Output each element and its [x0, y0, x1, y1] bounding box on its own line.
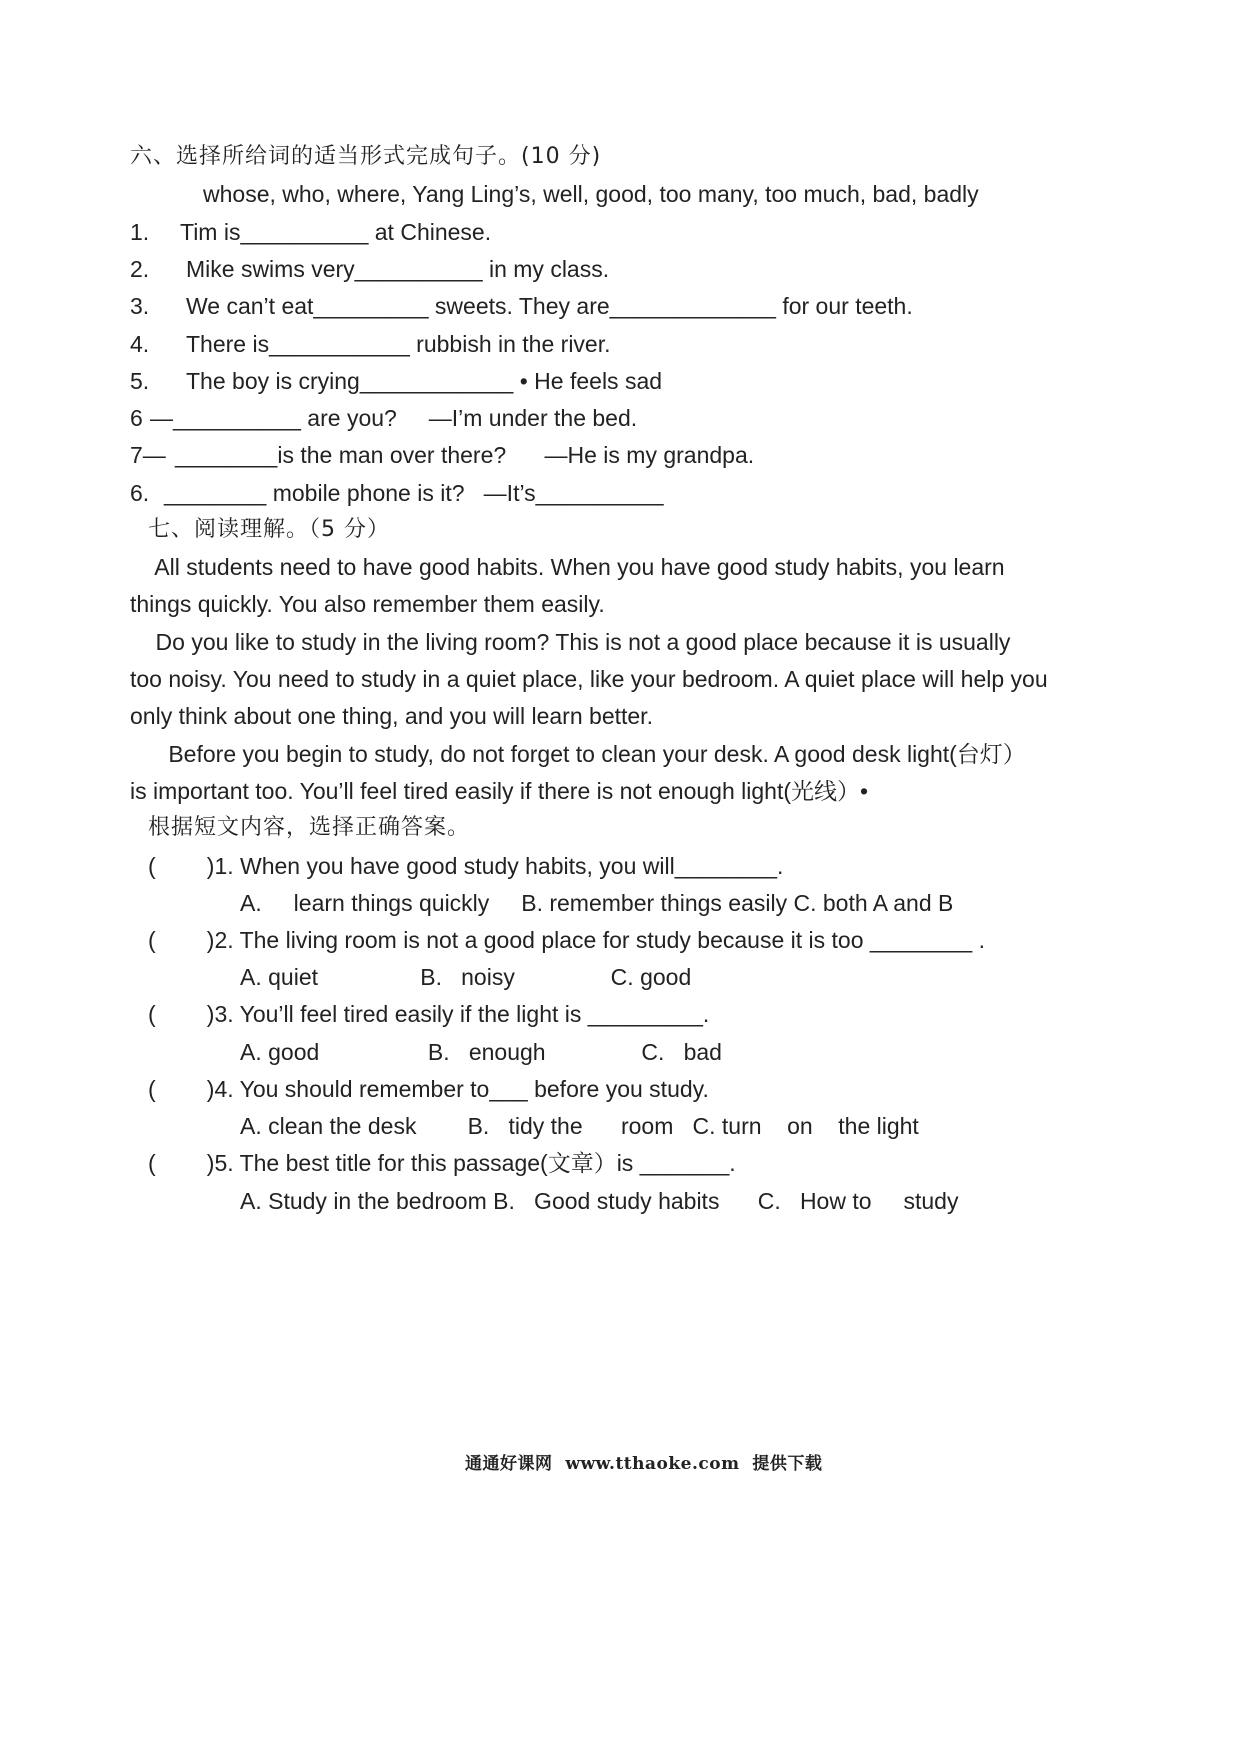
item-number: 7— — [130, 442, 166, 468]
item-number: 6 — [130, 405, 143, 431]
question-options: A. quiet B. noisy C. good — [240, 964, 692, 990]
item-text: We can’t eat_________ sweets. They are_____________ for our teeth. — [186, 293, 913, 319]
question-stem: ( )5. The best title for this passage(文章）is _______. — [148, 1150, 736, 1176]
item-text: Mike swims very__________ in my class. — [186, 256, 610, 282]
question-stem: ( )1. When you have good study habits, you will________. — [148, 853, 784, 879]
question-stem: ( )2. The living room is not a good place for study because it is too ________ . — [148, 927, 985, 953]
question-options: A. clean the desk B. tidy the room C. turn on the light — [240, 1113, 919, 1139]
item-text: ________ mobile phone is it? —It’s__________ — [164, 480, 664, 506]
passage-line: Before you begin to study, do not forget to clean your desk. A good desk light(台灯） — [130, 741, 1026, 767]
item-number: 2. — [130, 256, 150, 282]
question-stem: ( )3. You’ll feel tired easily if the light is _________. — [148, 1001, 710, 1027]
section6-heading: 六、选择所给词的适当形式完成句子。(10 分) — [130, 144, 602, 169]
question-stem: ( )4. You should remember to___ before you study. — [148, 1076, 709, 1102]
passage-line: things quickly. You also remember them easily. — [130, 591, 605, 617]
word-bank: whose, who, where, Yang Ling’s, well, good, too many, too much, bad, badly — [203, 181, 979, 207]
passage-line: All students need to have good habits. When you have good study habits, you learn — [130, 554, 1005, 580]
item-text: —__________ are you? —I’m under the bed. — [150, 405, 638, 431]
section7-heading: 七、阅读理解。（5 分） — [148, 517, 390, 542]
item-text: Tim is__________ at Chinese. — [180, 219, 492, 245]
item-number: 1. — [130, 219, 150, 245]
question-options: A. Study in the bedroom B. Good study habits C. How to study — [240, 1188, 959, 1214]
item-number: 6. — [130, 480, 150, 506]
page-footer: 通通好课网 www.tthaoke.com 提供下载 — [465, 1454, 823, 1474]
passage-line: too noisy. You need to study in a quiet place, like your bedroom. A quiet place will help you — [130, 666, 1048, 692]
item-text: There is___________ rubbish in the river. — [186, 331, 611, 357]
passage-line: is important too. You’ll feel tired easily if there is not enough light(光线）• — [130, 778, 869, 804]
reading-instruction: 根据短文内容，选择正确答案。 — [148, 815, 471, 840]
passage-line: only think about one thing, and you will learn better. — [130, 703, 653, 729]
item-text: ________is the man over there? —He is my grandpa. — [175, 442, 755, 468]
item-text: The boy is crying____________ • He feels sad — [186, 368, 663, 394]
item-number: 4. — [130, 331, 150, 357]
passage-line: Do you like to study in the living room? This is not a good place because it is usually — [130, 629, 1011, 655]
item-number: 5. — [130, 368, 150, 394]
item-number: 3. — [130, 293, 150, 319]
question-options: A. good B. enough C. bad — [240, 1039, 722, 1065]
question-options: A. learn things quickly B. remember things easily C. both A and B — [240, 890, 954, 916]
